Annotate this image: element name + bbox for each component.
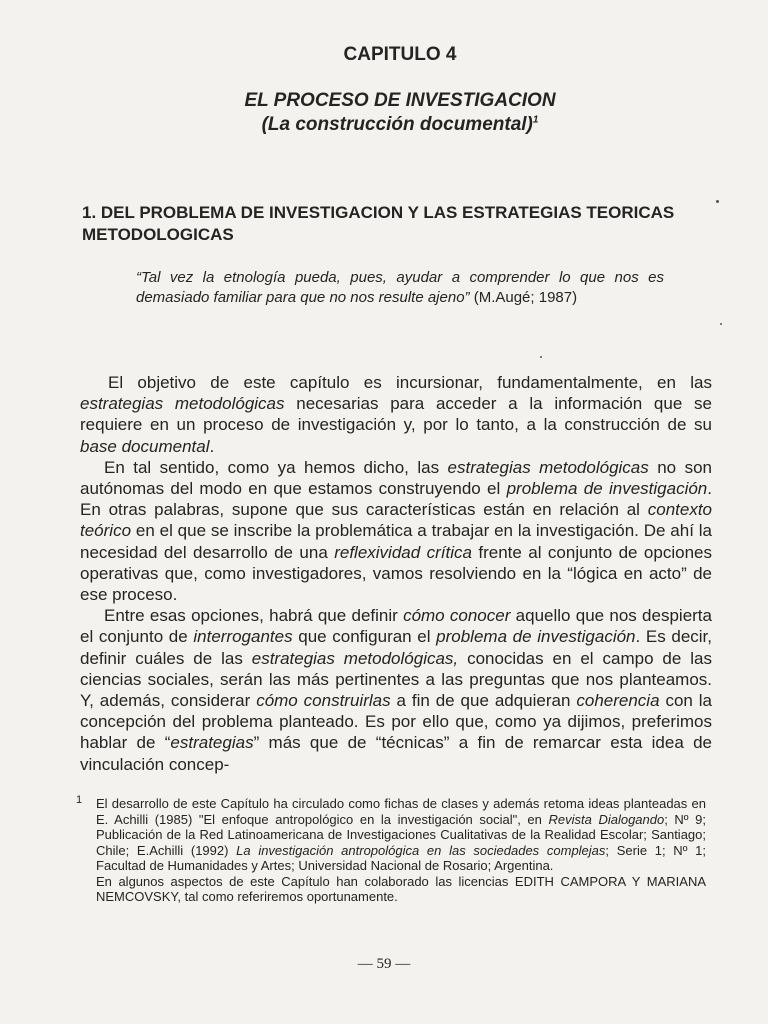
emphasis-run: estrategias metodológicas (80, 394, 285, 414)
page-number: — 59 — (357, 956, 411, 972)
text-run: necesarias para acceder a la información que se requiere en un proceso de investigación y, por lo tanto, a la construcción de su (80, 394, 712, 435)
text-run: con la concepción del problema planteado. Es por ello que, como ya dijimos, preferimos hablar de “ (80, 691, 712, 753)
emphasis-run: La investigación antropológica en las sociedades complejas (236, 842, 606, 858)
emphasis-run: estrategias metodológicas, (251, 648, 459, 668)
text-run: aquello que nos despierta el conjunto de (80, 606, 712, 647)
emphasis-run: interrogantes (193, 627, 293, 647)
text-run: frente al conjunto de opciones operativas que, como investigadores, vamos resolviendo en la “lógica en acto” de ese proceso. (80, 542, 712, 605)
text-run: . En otras palabras, supone que sus características están en relación al (80, 479, 712, 520)
footnote-paragraph-2: En algunos aspectos de este Capítulo han colaborado las licencias EDITH CAMPORA Y MARIANA NEMCOVSKY, tal como referiremos oportunamente. (96, 873, 706, 904)
text-run: . Es decir, definir cuáles de las (80, 627, 712, 668)
emphasis-run: estrategias (170, 733, 254, 753)
scan-speck (540, 356, 542, 358)
text-run: en el que se inscribe la problemática a trabajar en la investigación. De ahí la necesidad del desarrollo de una (80, 521, 712, 562)
text-run: Entre esas opciones, habrá que definir (104, 606, 404, 626)
emphasis-run: Revista Dialogando (548, 811, 665, 827)
text-run: En tal sentido, como ya hemos dicho, las (104, 457, 448, 477)
body-paragraph-1 (80, 372, 712, 457)
text-run: ” más que de “técnicas” a fin de remarcar esta idea de vinculación concep- (80, 733, 712, 774)
emphasis-run: contexto teórico (80, 500, 712, 541)
emphasis-run: estrategias metodológicas (447, 457, 649, 477)
emphasis-run: coherencia (576, 691, 660, 711)
chapter-subtitle (0, 114, 768, 136)
body-paragraph-2 (80, 457, 712, 605)
text-run: que configuran el (292, 627, 437, 647)
emphasis-run: problema de investigación (506, 479, 708, 499)
body-text (80, 372, 712, 775)
section-heading: 1. DEL PROBLEMA DE INVESTIGACION Y LAS ESTRATEGIAS TEORICAS METODOLOGICAS (82, 203, 675, 244)
emphasis-run: reflexividad crítica (334, 542, 472, 562)
footnote-reference: 1 (532, 114, 539, 126)
epigraph-citation: (M.Augé; 1987) (473, 289, 578, 306)
epigraph-quote: “Tal vez la etnología pueda, pues, ayudar a comprender lo que nos es demasiado familiar para que no nos resulte ajeno” (136, 269, 664, 306)
emphasis-run: problema de investigación (436, 627, 636, 647)
chapter-subtitle-text: (La construcción documental) (261, 114, 533, 135)
footnote (96, 796, 706, 905)
chapter-title: EL PROCESO DE INVESTIGACION (244, 90, 556, 111)
text-run: ; Nº 9; Publicación de la Red Latinoamericana de Investigaciones Cualitativas de la Realidad Escolar; Santiago; Chile; E.Achilli (1992) (96, 811, 706, 858)
epigraph (136, 268, 664, 308)
body-paragraph-3 (80, 605, 712, 775)
emphasis-run: cómo conocer (403, 606, 511, 626)
text-run: a fin de que adquieran (390, 691, 577, 711)
emphasis-run: base documental (80, 436, 210, 456)
text-run: El desarrollo de este Capítulo ha circulado como fichas de clases y además retoma ideas planteadas en E. Achilli (1985) "El enfoque antropológico en la investigación social", en (96, 796, 706, 827)
scan-speck (716, 200, 719, 203)
text-run: ; Serie 1; Nº 1; Facultad de Humanidades y Artes; Universidad Nacional de Rosario; Argentina. (96, 842, 706, 873)
text-run: El objetivo de este capítulo es incursionar, fundamentalmente, en las (108, 373, 712, 392)
footnote-paragraph-1 (96, 796, 706, 874)
chapter-heading: CAPITULO 4 (343, 44, 457, 65)
text-run: . (209, 436, 215, 456)
scan-speck (720, 323, 722, 325)
text-run: no son autónomas del modo en que estamos construyendo el (80, 457, 712, 499)
footnote-marker: 1 (76, 794, 83, 806)
text-run: conocidas en el campo de las ciencias sociales, serán las más pertinentes a las preguntas que nos planteamos. Y, además, considerar (80, 648, 712, 711)
emphasis-run: cómo construirlas (256, 691, 391, 711)
